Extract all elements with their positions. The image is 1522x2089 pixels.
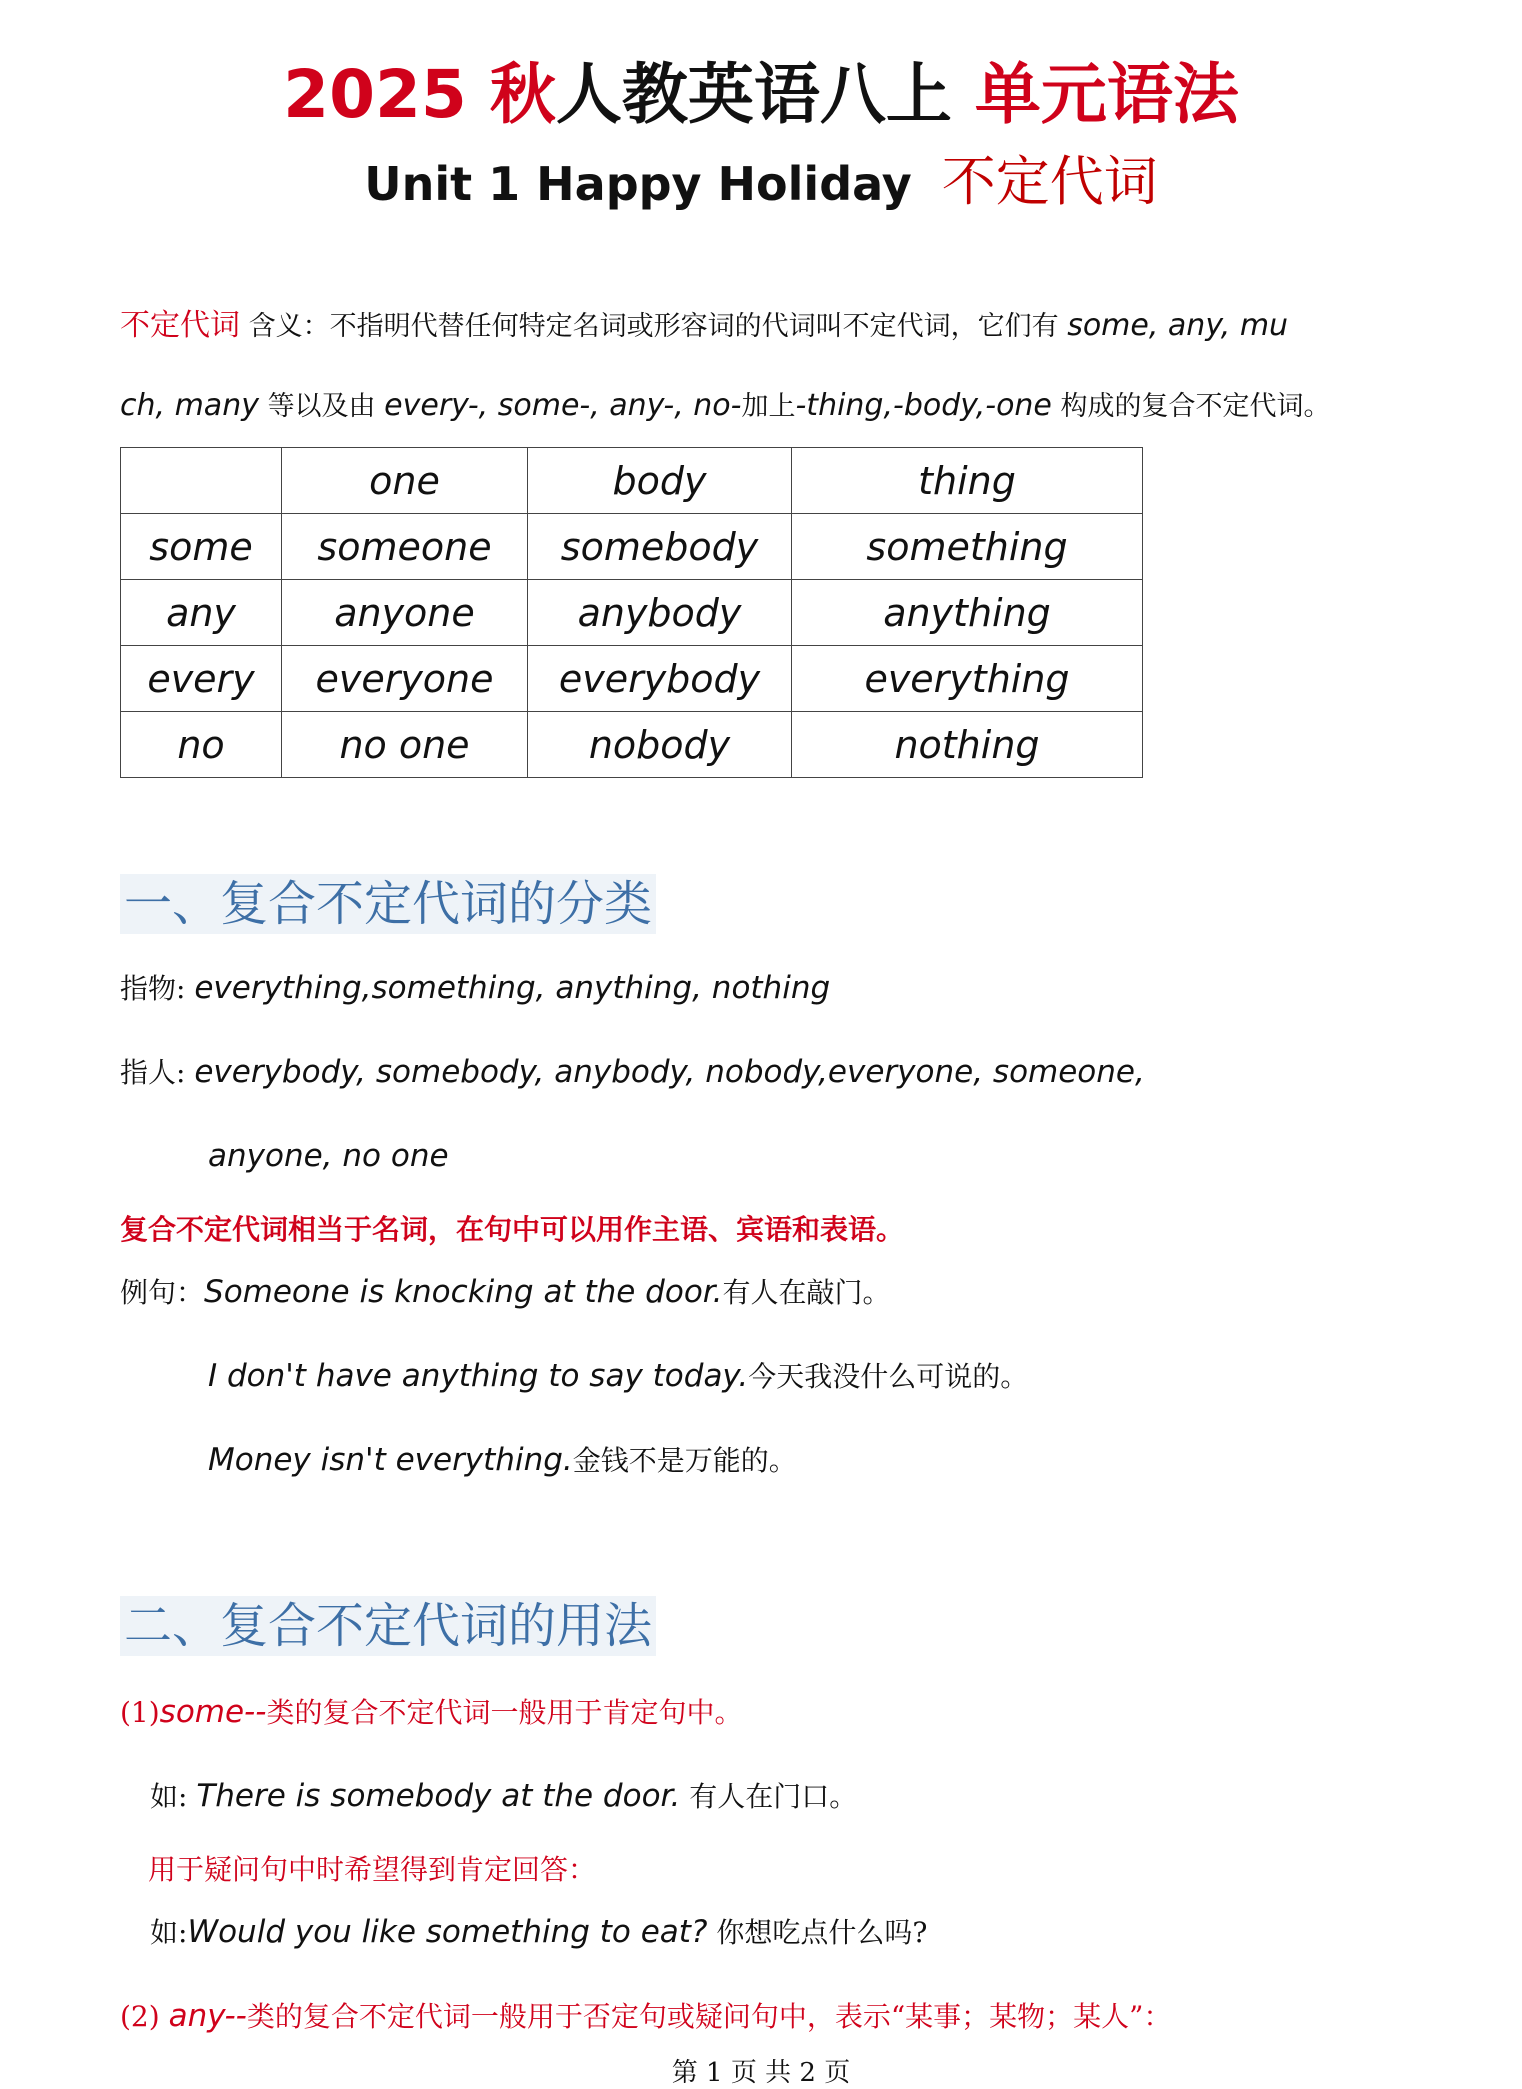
table-cell: everybody bbox=[528, 646, 792, 712]
people-line bbox=[120, 1052, 1145, 1093]
title-main: 人教英语八上 bbox=[555, 56, 952, 133]
example-2 bbox=[208, 1356, 1028, 1397]
example-1-zh: 有人在敲门。 bbox=[722, 1276, 891, 1309]
example-3 bbox=[208, 1440, 797, 1481]
rule-2-text: 类的复合不定代词一般用于否定句或疑问句中，表示“某事；某物；某人”： bbox=[246, 2000, 1172, 2033]
rule-1b-example-label: 如: bbox=[150, 1916, 188, 1949]
table-cell: some bbox=[121, 514, 282, 580]
table-header-cell: one bbox=[282, 448, 528, 514]
intro-words-2a: ch, many bbox=[120, 388, 259, 423]
things-label: 指物: bbox=[120, 972, 186, 1005]
example-1 bbox=[120, 1272, 891, 1313]
table-cell: every bbox=[121, 646, 282, 712]
example-1-en: Someone is knocking at the door. bbox=[204, 1274, 723, 1310]
table-header-cell bbox=[121, 448, 282, 514]
rule-1b-example-en: Would you like something to eat? bbox=[187, 1914, 708, 1950]
things-line bbox=[120, 968, 830, 1009]
intro-text-2b: 加上 bbox=[741, 391, 796, 422]
topic-title: 不定代词 bbox=[941, 150, 1158, 213]
table-cell: somebody bbox=[528, 514, 792, 580]
table-cell: anybody bbox=[528, 580, 792, 646]
page-footer: 第 1 页 共 2 页 bbox=[671, 2058, 851, 2088]
rule-1b-example bbox=[150, 1912, 927, 1953]
rule-2 bbox=[120, 1996, 1171, 2037]
table-header-cell: thing bbox=[792, 448, 1143, 514]
rule-1-text: 类的复合不定代词一般用于肯定句中。 bbox=[266, 1696, 743, 1729]
table-cell: everything bbox=[792, 646, 1143, 712]
example-3-zh: 金钱不是万能的。 bbox=[572, 1444, 797, 1477]
table-cell: nothing bbox=[792, 712, 1143, 778]
section-1-heading: 一、复合不定代词的分类 bbox=[120, 874, 656, 934]
intro-line-1 bbox=[120, 300, 1420, 344]
rule-2-word: any-- bbox=[168, 1998, 247, 2034]
people-label: 指人: bbox=[120, 1056, 186, 1089]
table-cell: someone bbox=[282, 514, 528, 580]
table-row bbox=[121, 712, 1143, 778]
unit-title: Unit 1 Happy Holiday bbox=[364, 157, 912, 211]
rule-1-example-en: There is somebody at the door. bbox=[196, 1778, 681, 1814]
rule-1-example bbox=[150, 1776, 857, 1817]
page-title bbox=[0, 55, 1522, 135]
table-cell: any bbox=[121, 580, 282, 646]
title-autumn: 秋 bbox=[489, 56, 556, 133]
people-words-cont: anyone, no one bbox=[208, 1138, 449, 1174]
rule-1b-example-zh: 你想吃点什么吗? bbox=[716, 1916, 928, 1949]
intro-words-2c: -thing,-body,-one bbox=[795, 388, 1052, 423]
table-cell: anyone bbox=[282, 580, 528, 646]
usage-note bbox=[120, 1210, 904, 1250]
example-label: 例句： bbox=[120, 1276, 205, 1309]
table-header-row bbox=[121, 448, 1143, 514]
intro-text-1: 含义：不指明代替任何特定名词或形容词的代词叫不定代词，它们有 bbox=[248, 311, 1059, 342]
usage-note-text: 复合不定代词相当于名词，在句中可以用作主语、宾语和表语。 bbox=[120, 1213, 905, 1246]
rule-1-example-label: 如: bbox=[150, 1780, 188, 1813]
people-line-cont bbox=[208, 1136, 449, 1177]
table-header-cell: body bbox=[528, 448, 792, 514]
page-subtitle bbox=[0, 150, 1522, 216]
intro-words-2b: every-, some-, any-, no- bbox=[384, 388, 742, 423]
table-cell: anything bbox=[792, 580, 1143, 646]
rule-1 bbox=[120, 1692, 742, 1733]
intro-words-1: some, any, mu bbox=[1067, 308, 1289, 343]
example-2-en: I don't have anything to say today. bbox=[208, 1358, 749, 1394]
intro-label: 不定代词 bbox=[120, 308, 240, 343]
table-cell: nobody bbox=[528, 712, 792, 778]
rule-1b: 用于疑问句中时希望得到肯定回答： bbox=[148, 1853, 597, 1886]
table-row bbox=[121, 580, 1143, 646]
rule-1-num: (1) bbox=[120, 1696, 160, 1729]
table-row bbox=[121, 514, 1143, 580]
compound-pronoun-table bbox=[120, 447, 1143, 778]
rule-1-example-zh: 有人在门口。 bbox=[689, 1780, 858, 1813]
table-cell: no bbox=[121, 712, 282, 778]
rule-1-word: some-- bbox=[159, 1694, 267, 1730]
table-cell: everyone bbox=[282, 646, 528, 712]
intro-line-2 bbox=[120, 384, 1420, 423]
things-words: everything,something, anything, nothing bbox=[194, 970, 831, 1006]
example-2-zh: 今天我没什么可说的。 bbox=[748, 1360, 1029, 1393]
title-tail: 单元语法 bbox=[974, 56, 1239, 133]
people-words: everybody, somebody, anybody, nobody,everyone, someone, bbox=[194, 1054, 1145, 1090]
intro-text-2a: 等以及由 bbox=[267, 391, 376, 422]
example-3-en: Money isn't everything. bbox=[208, 1442, 573, 1478]
table-cell: something bbox=[792, 514, 1143, 580]
section-2-heading: 二、复合不定代词的用法 bbox=[120, 1596, 656, 1656]
table-cell: no one bbox=[282, 712, 528, 778]
intro-text-2c: 构成的复合不定代词。 bbox=[1060, 391, 1331, 422]
title-year: 2025 bbox=[283, 56, 467, 133]
table-row bbox=[121, 646, 1143, 712]
rule-2-num: (2) bbox=[120, 2000, 160, 2033]
